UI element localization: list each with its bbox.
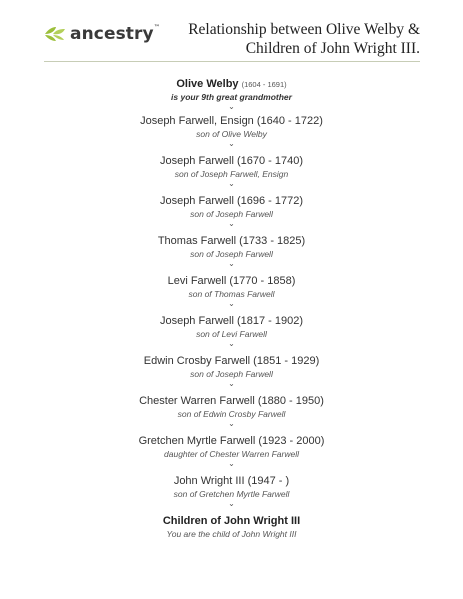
generation-item (0, 275, 463, 315)
generation-item (0, 395, 463, 435)
header-divider (44, 61, 420, 62)
person-name: Thomas Farwell (1733 - 1825) (157, 235, 306, 247)
person-relation: son of Olive Welby (196, 129, 267, 139)
header (44, 14, 420, 61)
root-relationship: is your 9th great grandmother (171, 92, 292, 102)
title-line-1: Relationship between Olive Welby & (188, 21, 420, 38)
chevron-down-icon: ⌄ (228, 259, 235, 268)
generation-item (0, 435, 463, 475)
target-name: Children of John Wright III (162, 515, 301, 527)
person-relation: son of Gretchen Myrtle Farwell (173, 489, 290, 499)
chevron-down-icon: ⌄ (228, 339, 235, 348)
generation-item (0, 315, 463, 355)
chevron-down-icon: ⌄ (228, 299, 235, 308)
target-person (0, 515, 463, 555)
chevron-down-icon: ⌄ (228, 179, 235, 188)
generation-item (0, 195, 463, 235)
chevron-down-icon: ⌄ (228, 419, 235, 428)
generation-item (0, 235, 463, 275)
person-name: Edwin Crosby Farwell (1851 - 1929) (143, 355, 320, 367)
ancestry-logo (44, 24, 160, 44)
person-name: Joseph Farwell (1696 - 1772) (159, 195, 304, 207)
person-relation: son of Levi Farwell (196, 329, 267, 339)
generation-list (0, 115, 463, 515)
person-relation: son of Joseph Farwell (190, 209, 273, 219)
person-name: Gretchen Myrtle Farwell (1923 - 2000) (138, 435, 325, 447)
chevron-down-icon: ⌄ (228, 459, 235, 468)
person-name: Joseph Farwell (1817 - 1902) (159, 315, 304, 327)
person-name: John Wright III (1947 - ) (173, 475, 290, 487)
generation-item (0, 355, 463, 395)
target-relationship: You are the child of John Wright III (166, 529, 297, 539)
person-name: Levi Farwell (1770 - 1858) (167, 275, 296, 287)
chevron-down-icon: ⌄ (228, 499, 235, 508)
person-name: Joseph Farwell, Ensign (1640 - 1722) (140, 115, 323, 127)
root-name: Olive Welby (1604 - 1691) (176, 78, 287, 90)
generation-item (0, 115, 463, 155)
generation-item (0, 475, 463, 515)
person-relation: son of Thomas Farwell (188, 289, 275, 299)
person-relation: son of Joseph Farwell, Ensign (174, 169, 289, 179)
leaf-icon (44, 26, 66, 42)
title-line-2: Children of John Wright III. (245, 40, 420, 57)
person-relation: son of Joseph Farwell (190, 369, 273, 379)
person-name: Joseph Farwell (1670 - 1740) (159, 155, 304, 167)
relationship-chain (0, 78, 463, 555)
person-relation: son of Edwin Crosby Farwell (177, 409, 286, 419)
person-name: Chester Warren Farwell (1880 - 1950) (139, 395, 324, 407)
root-dates: (1604 - 1691) (241, 80, 287, 89)
chevron-down-icon: ⌄ (228, 102, 235, 111)
person-relation: son of Joseph Farwell (190, 249, 273, 259)
person-relation: daughter of Chester Warren Farwell (164, 449, 299, 459)
chevron-down-icon: ⌄ (228, 139, 235, 148)
page-title (150, 20, 420, 58)
chevron-down-icon: ⌄ (228, 379, 235, 388)
root-ancestor (0, 78, 463, 115)
chevron-down-icon: ⌄ (228, 219, 235, 228)
generation-item (0, 155, 463, 195)
logo-wordmark: ancestry™ (70, 24, 160, 44)
